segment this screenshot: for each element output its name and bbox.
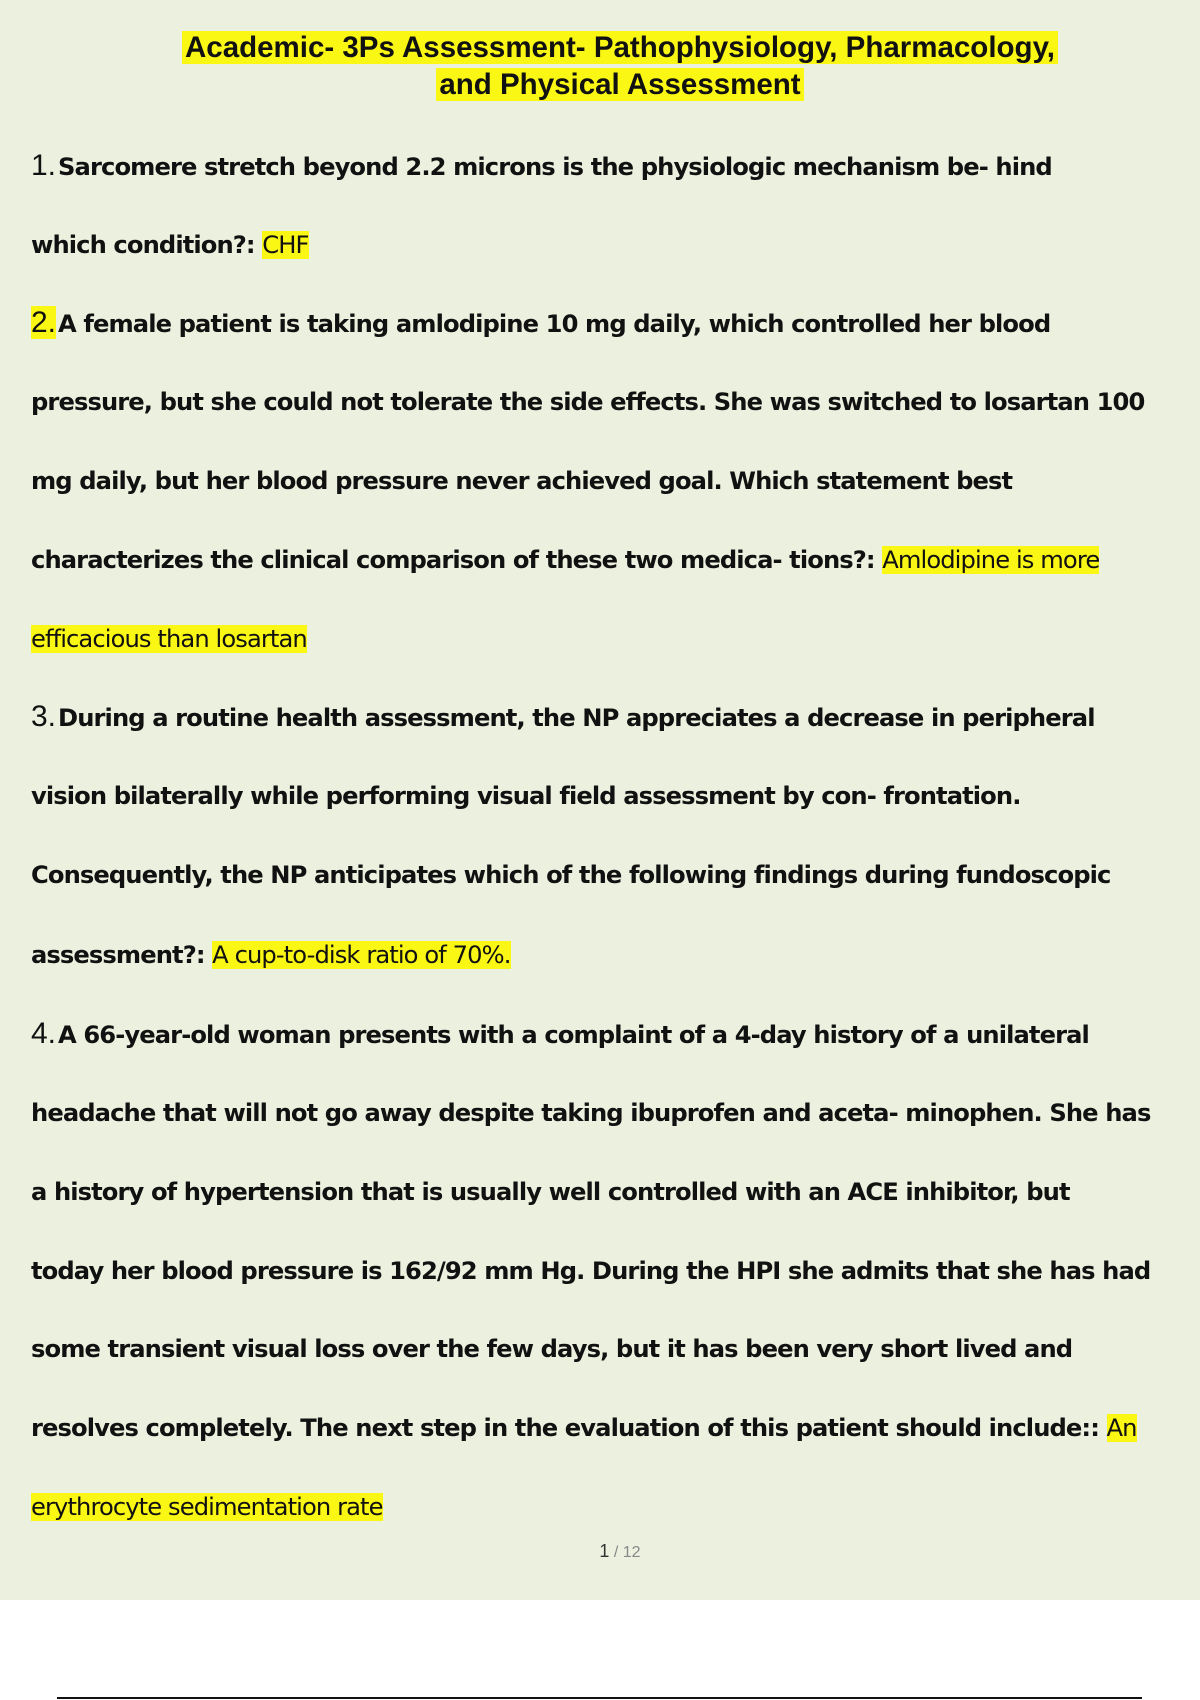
question-4-answer-part-1: An (1106, 1414, 1137, 1442)
question-3-text-2: vision bilaterally while performing visual field assessment by con- frontation. (31, 782, 1021, 810)
document-title-line-2 (0, 67, 1200, 103)
question-4-line-2 (31, 1093, 1150, 1133)
question-1-text-2: which condition?: (31, 231, 263, 259)
page-divider-rule (57, 1697, 1142, 1699)
page-number (0, 1541, 1200, 1562)
question-2-line-5 (31, 619, 307, 659)
question-1-answer: CHF (262, 231, 309, 259)
question-2-line-2 (31, 382, 1144, 422)
question-2-text-3: mg daily, but her blood pressure never achieved goal. Which statement best (31, 467, 1013, 495)
question-1-line-2 (31, 225, 309, 265)
document-title-line-1 (0, 30, 1200, 66)
question-2-text-2: pressure, but she could not tolerate the side effects. She was switched to losartan 100 (31, 388, 1145, 416)
question-1-number: 1. (31, 149, 57, 182)
question-3-text-4: assessment?: (31, 941, 213, 969)
question-4-text-3: a history of hypertension that is usually well controlled with an ACE inhibitor, but (31, 1178, 1070, 1206)
question-2-answer-part-2: efficacious than losartan (31, 625, 307, 653)
question-3-answer: A cup-to-disk ratio of 70%. (212, 941, 511, 969)
question-2-line-3 (31, 461, 1012, 501)
question-3-text-1: During a routine health assessment, the NP appreciates a decrease in peripheral (58, 704, 1095, 732)
question-4-text-6: resolves completely. The next step in the evaluation of this patient should include:: (31, 1414, 1107, 1442)
question-2-line-4 (31, 540, 1099, 580)
page-current: 1 (599, 1541, 610, 1561)
question-3-line-4 (31, 935, 511, 975)
question-4-line-1 (31, 1014, 1089, 1055)
question-3-number: 3. (31, 700, 57, 733)
question-2-number: 2. (31, 306, 57, 339)
title-highlight-1: Academic- 3Ps Assessment- Pathophysiology, Pharmacology, (182, 31, 1058, 64)
question-2-answer-part-1: Amlodipine is more (882, 546, 1100, 574)
question-4-text-5: some transient visual loss over the few days, but it has been very short lived and (31, 1335, 1073, 1363)
question-3-text-3: Consequently, the NP anticipates which of the following findings during fundoscopic (31, 861, 1111, 889)
question-1-text-1: Sarcomere stretch beyond 2.2 microns is the physiologic mechanism be- hind (58, 153, 1052, 181)
question-4-text-1: A 66-year-old woman presents with a complaint of a 4-day history of a unilateral (58, 1021, 1089, 1049)
question-4-number: 4. (31, 1017, 57, 1050)
page-total: / 12 (609, 1544, 641, 1561)
question-1-line-1 (31, 146, 1052, 187)
question-3-line-2 (31, 776, 1021, 816)
question-4-line-7 (31, 1487, 383, 1527)
title-highlight-2: and Physical Assessment (436, 68, 803, 101)
question-4-text-2: headache that will not go away despite taking ibuprofen and aceta- minophen. She has (31, 1099, 1151, 1127)
question-2-line-1 (31, 303, 1050, 344)
question-4-answer-part-2: erythrocyte sedimentation rate (31, 1493, 383, 1521)
question-4-line-5 (31, 1329, 1072, 1369)
question-4-line-3 (31, 1172, 1070, 1212)
question-2-text-1: A female patient is taking amlodipine 10 mg daily, which controlled her blood (58, 310, 1051, 338)
question-3-line-1 (31, 697, 1095, 738)
question-4-line-4 (31, 1251, 1150, 1291)
question-4-line-6 (31, 1408, 1137, 1448)
question-2-text-4: characterizes the clinical comparison of these two medica- tions?: (31, 546, 883, 574)
question-4-text-4: today her blood pressure is 162/92 mm Hg. During the HPI she admits that she has had (31, 1257, 1151, 1285)
question-3-line-3 (31, 855, 1110, 895)
